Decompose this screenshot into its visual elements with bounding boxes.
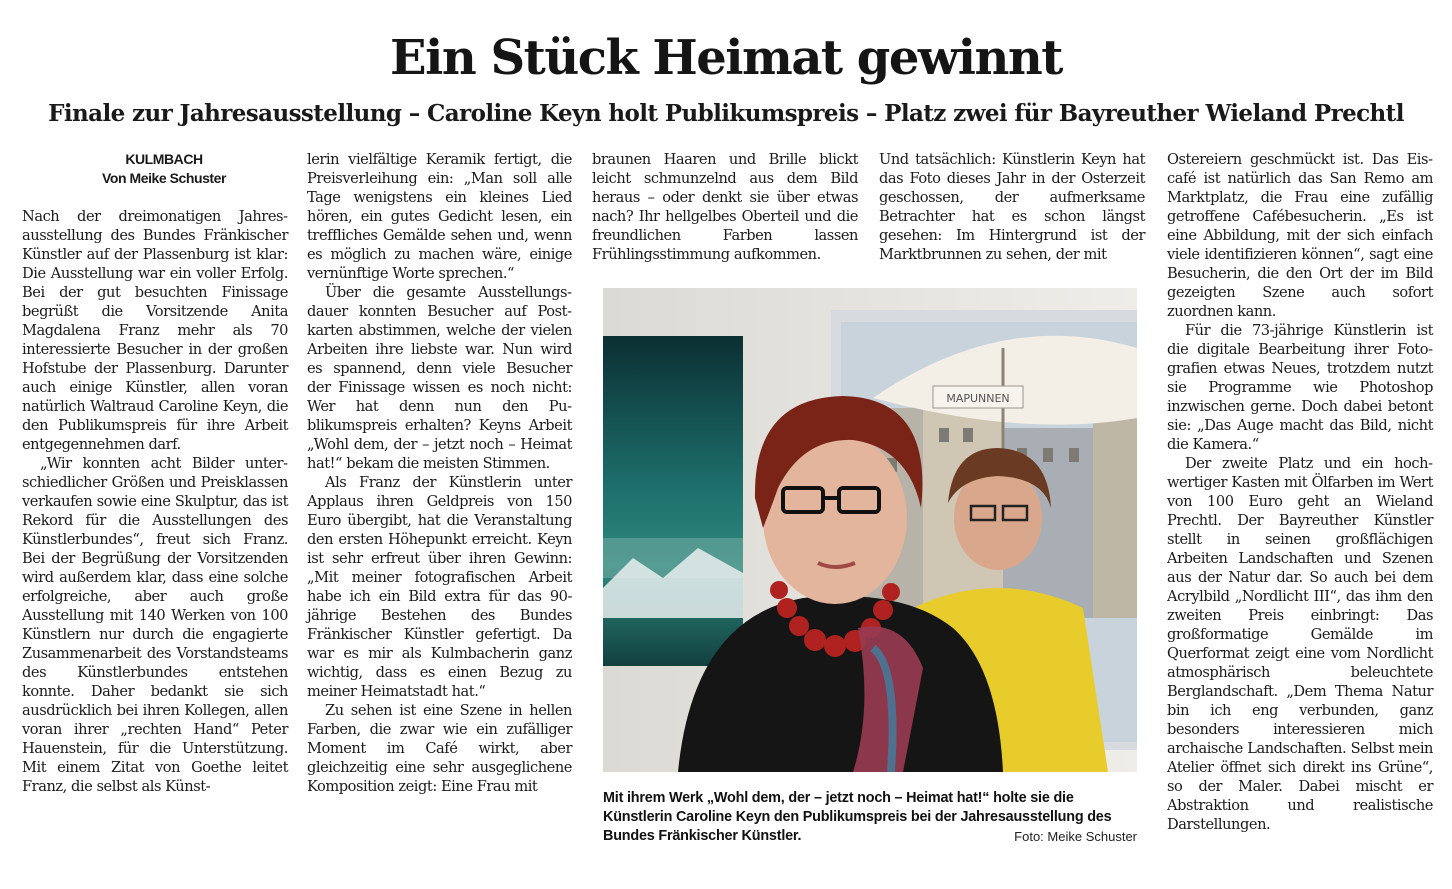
photo-caption: Mit ihrem Werk „Wohl dem, der – jetzt noch – Heimat hat!“ holte sie die Künstlerin Caroline Keyn den Publikumspreis bei der Jahresausstellung des Bundes Fränkischer Künstler. <box>603 790 1112 844</box>
paragraph: Ostereiern geschmückt ist. Das Eiscafé ist natürlich das San Remo am Marktplatz, die Frau eine zufällig getroffene Cafébesucherin. „Es ist eine Abbildung, mit der sich einfach viele identifizieren können“, sagt eine Besucherin, die den Ort der im Bild gezeigten Szene auch sofort zuordnen kann. <box>1167 151 1433 320</box>
paragraph: Nach der dreimonatigen Jahresausstellung des Bundes Fränkischer Künstler auf der Plassenburg ist klar: Die Ausstellung war ein voller Erfolg. Bei der gut besuchten Finissage begrüßt die Vorsitzende Anita Magdalena Franz mehr als 70 interessierte Besucher in der großen Hofstube der Plassenburg. Darunter auch einige Künstler, allen voran natürlich Waltraud Caroline Keyn, die den Publikumspreis für ihre Arbeit entgegennehmen darf. <box>22 208 288 453</box>
article-column-5 <box>1167 150 1433 834</box>
photo-illustration <box>603 288 1137 772</box>
article-column-4 <box>879 150 1145 264</box>
article-column-1 <box>22 150 288 796</box>
paragraph: Der zweite Platz und ein hochwertiger Kasten mit Ölfarben im Wert von 100 Euro geht an Wieland Prechtl. Der Bayreuther Künstler stellt in seinen großflächigen Arbeiten Landschaften und Szenen aus der Natur dar. So auch bei dem Acrylbild „Nordlicht III“, das ihm den zweiten Preis einbringt: Das großformatige Gemälde im Querformat zeigt eine vom Nordlicht atmosphärisch beleuchtete Berglandschaft. „Dem Thema Natur bin ich eng verbunden, ganz besonders interessieren mich archaische Landschaften. Selbst mein Atelier öffnet sich direkt ins Grüne“, so der Maler. Dabei mischt er Abstraktion und realistische Darstellungen. <box>1167 455 1433 833</box>
headline: Ein Stück Heimat gewinnt <box>390 30 1062 86</box>
paragraph: Über die gesamte Ausstellungsdauer konnten Besucher auf Postkarten abstimmen, welche der vielen Arbeiten ihre liebste war. Nun wird es spannend, denn viele Besucher der Finissage wissen es noch nicht: Wer hat denn nun den Publikumspreis erhalten? Keyns Arbeit „Wohl dem, der – jetzt noch – Heimat hat!“ bekam die meisten Stimmen. <box>307 284 572 472</box>
paragraph: braunen Haaren und Brille blickt leicht schmunzelnd aus dem Bild heraus – oder denkt sie über etwas nach? Ihr hellgelbes Oberteil und die freundlichen Farben lassen Frühlingsstimmung aufkommen. <box>592 151 858 263</box>
paragraph: lerin vielfältige Keramik fertigt, die Preisverleihung ein: „Man soll alle Tage wenigstens ein kleines Lied hören, ein gutes Gedicht lesen, ein treffliches Gemälde sehen und, wenn es möglich zu machen wäre, einige vernünftige Worte sprechen.“ <box>307 151 572 282</box>
paragraph: „Wir konnten acht Bilder unterschiedlicher Größen und Preisklassen verkaufen sowie eine Skulptur, das ist Rekord für die Ausstellungen des Künstlerbundes“, freut sich Franz. Bei der Begrüßung der Vorsitzenden wird außerdem klar, dass eine solche erfolgreiche, aber auch große Ausstellung mit 140 Werken von 100 Künstlern nur durch die engagierte Zusammenarbeit des Vorstandsteams des Künstlerbundes entstehen konnte. Daher bedankt sie sich ausdrücklich bei ihren Kollegen, allen voran ihrer „rechten Hand“ Peter Hauenstein, für die Unterstützung. Mit einem Zitat von Goethe leitet Franz, die selbst als Künst- <box>22 455 288 795</box>
byline: Von Meike Schuster <box>102 170 226 186</box>
dateline: KULMBACH <box>125 151 203 167</box>
photo-credit: Foto: Meike Schuster <box>1014 829 1137 844</box>
paragraph: Und tatsächlich: Künstlerin Keyn hat das Foto dieses Jahr in der Osterzeit geschossen, der aufmerksame Betrachter hat es schon längst gesehen: Im Hintergrund ist der Marktbrunnen zu sehen, der mit <box>879 151 1145 263</box>
umbrella-sign: MAPUNNEN <box>946 392 1010 405</box>
article-column-2 <box>307 150 572 796</box>
article-photo <box>603 288 1137 772</box>
subheadline: Finale zur Jahresausstellung – Caroline Keyn holt Publikumspreis – Platz zwei für Bayreuther Wieland Prechtl <box>48 100 1404 127</box>
paragraph: Zu sehen ist eine Szene in hellen Farben, die zwar wie ein zufälliger Moment im Café wirkt, aber gleichzeitig eine sehr ausgeglichene Komposition zeigt: Eine Frau mit <box>307 702 572 795</box>
paragraph: Für die 73-jährige Künstlerin ist die digitale Bearbeitung ihrer Fotografien etwas Neues, trotzdem nutzt sie Programme wie Photoshop inzwischen gerne. Doch dabei betont sie: „Das Auge macht das Bild, nicht die Kamera.“ <box>1167 322 1433 453</box>
article-column-3 <box>592 150 858 264</box>
paragraph: Als Franz der Künstlerin unter Applaus ihren Geldpreis von 150 Euro übergibt, hat die Veranstaltung den ersten Höhepunkt erreicht. Keyn ist sehr erfreut über ihren Gewinn: „Mit meiner fotografischen Arbeit habe ich ein Bild extra für das 90-jährige Bestehen des Bundes Fränkischer Künstler gefertigt. Da war es mir als Kulmbacherin ganz wichtig, dass es einen Bezug zu meiner Heimatstadt hat.“ <box>307 474 572 700</box>
